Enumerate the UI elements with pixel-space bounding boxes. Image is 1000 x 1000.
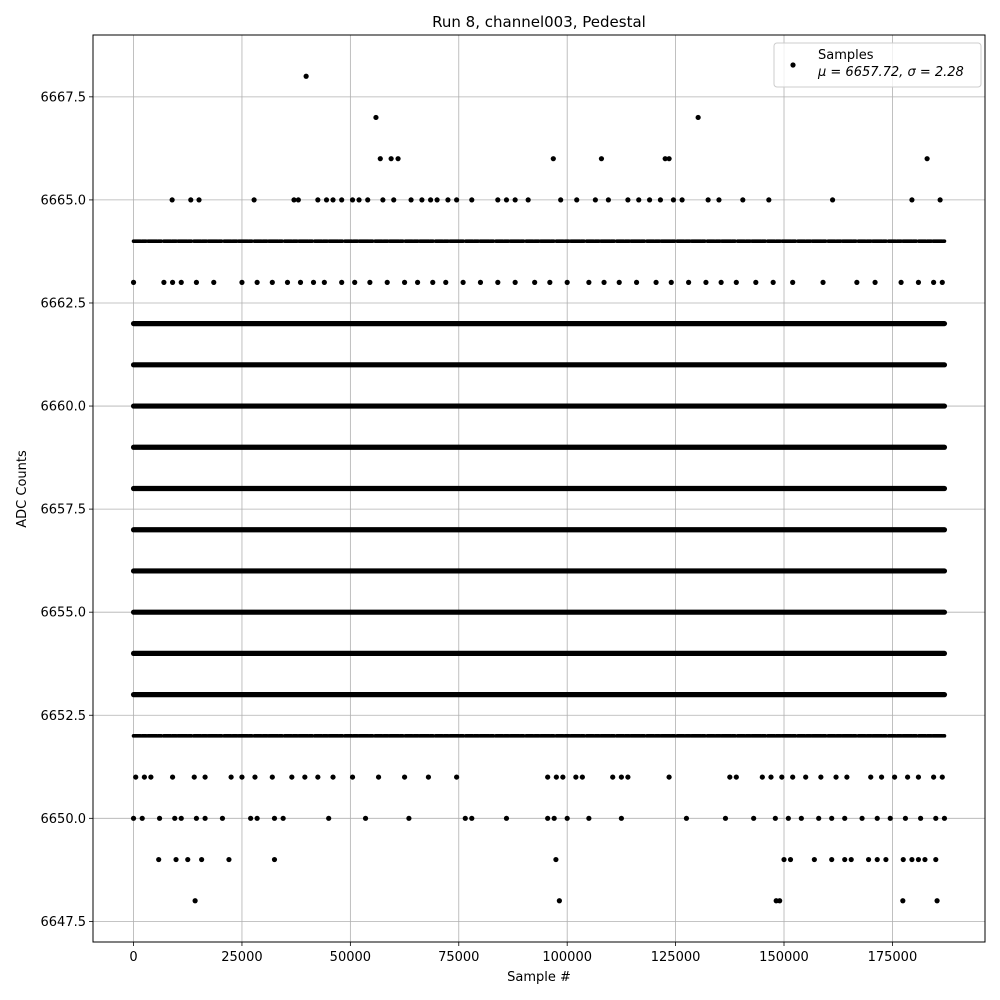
sample-point [940,774,945,779]
y-axis-label: ADC Counts [15,450,30,528]
sample-point [378,156,383,161]
sample-point [239,774,244,779]
sample-point [842,857,847,862]
y-tick-label: 6655.0 [40,605,86,621]
sample-point [324,197,329,202]
sample-point [239,280,244,285]
sample-point [696,115,701,120]
sample-point [854,280,859,285]
sample-point [727,774,732,779]
sample-point [156,857,161,862]
sample-point [365,197,370,202]
sample-point [903,816,908,821]
sample-point [248,816,253,821]
sample-point [545,774,550,779]
sample-point [849,857,854,862]
sample-point [363,816,368,821]
sample-point [173,857,178,862]
sample-point [773,816,778,821]
sample-point [229,774,234,779]
sample-point [684,816,689,821]
sample-point [686,280,691,285]
sample-point [879,774,884,779]
sample-point [315,774,320,779]
sample-point [933,816,938,821]
sample-point [311,280,316,285]
sample-point [350,774,355,779]
sample-point [888,816,893,821]
sample-point [170,280,175,285]
y-tick-label: 6665.0 [40,193,86,209]
sample-point [395,156,400,161]
sample-point [916,857,921,862]
sample-point [302,774,307,779]
sample-point [461,280,466,285]
sample-point [131,280,136,285]
sample-point [179,816,184,821]
sample-point [315,197,320,202]
sample-point [380,197,385,202]
sample-point [786,816,791,821]
x-tick-label: 100000 [542,950,593,965]
sample-point [619,774,624,779]
sample-point [580,774,585,779]
sample-point [281,816,286,821]
sample-point [751,816,756,821]
sample-point [553,857,558,862]
sample-point [777,898,782,903]
sample-point [202,774,207,779]
sample-point [298,280,303,285]
sample-point [934,898,939,903]
sample-point [619,816,624,821]
sample-point [385,280,390,285]
x-tick-label: 75000 [438,950,480,965]
sample-point [900,898,905,903]
sample-point [326,816,331,821]
sample-point [199,857,204,862]
sample-point [193,898,198,903]
sample-point [916,280,921,285]
sample-point [192,774,197,779]
sample-point [272,857,277,862]
sample-point [140,816,145,821]
sample-point [558,197,563,202]
sample-point [402,280,407,285]
sample-point [859,816,864,821]
x-tick-label: 50000 [329,950,372,965]
x-tick-label: 150000 [759,950,809,965]
sample-point [703,280,708,285]
sample-point [625,197,630,202]
sample-point [161,280,166,285]
sample-point [157,816,162,821]
sample-point [812,857,817,862]
sample-point [666,156,671,161]
sample-point [434,197,439,202]
sample-point [552,816,557,821]
sample-point [495,197,500,202]
sample-point [933,857,938,862]
sample-point [799,816,804,821]
sample-point [296,197,301,202]
y-tick-label: 6657.5 [40,502,86,518]
sample-point [844,774,849,779]
sample-point [829,816,834,821]
y-tick-label: 6667.5 [40,90,86,106]
sample-point [330,197,335,202]
y-tick-label: 6647.5 [40,914,86,930]
sample-point [504,816,509,821]
sample-point [406,816,411,821]
sample-point [443,280,448,285]
sample-point [771,280,776,285]
sample-point [554,774,559,779]
sample-point [816,816,821,821]
sample-point [547,280,552,285]
sample-point [716,197,721,202]
sample-point [734,280,739,285]
sample-point [892,774,897,779]
sample-point [803,774,808,779]
sample-point [339,197,344,202]
sample-point [565,816,570,821]
sample-point [818,774,823,779]
sample-point [408,197,413,202]
sample-point [389,156,394,161]
sample-point [671,197,676,202]
sample-point [131,816,136,821]
sample-point [634,280,639,285]
legend [774,43,981,87]
sample-point [252,774,257,779]
sample-point [593,197,598,202]
sample-point [636,197,641,202]
sample-point [251,197,256,202]
sample-point [560,774,565,779]
sample-point [866,857,871,862]
sample-point [352,280,357,285]
sample-point [601,280,606,285]
sample-point [373,115,378,120]
sample-point [289,774,294,779]
sample-point [909,197,914,202]
chart-title: Run 8, channel003, Pedestal [432,13,646,31]
sample-point [723,816,728,821]
sample-point [760,774,765,779]
sample-point [415,280,420,285]
sample-point [790,774,795,779]
sample-point [304,74,309,79]
y-tick-label: 6650.0 [40,811,86,827]
sample-point [545,816,550,821]
sample-point [367,280,372,285]
sample-point [419,197,424,202]
x-tick-label: 175000 [867,950,918,965]
sample-point [188,197,193,202]
sample-point [202,816,207,821]
sample-point [454,197,459,202]
sample-point [883,857,888,862]
sample-point [768,774,773,779]
legend-marker [790,62,795,67]
sample-point [830,197,835,202]
sample-point [842,816,847,821]
sample-point [211,280,216,285]
sample-point [872,280,877,285]
sample-point [285,280,290,285]
sample-point [719,280,724,285]
sample-point [820,280,825,285]
sample-point [148,774,153,779]
sample-point [790,280,795,285]
sample-point [766,197,771,202]
sample-point [270,774,275,779]
sample-point [445,197,450,202]
legend-series-name: Samples [818,48,874,63]
sample-point [647,197,652,202]
x-tick-label: 125000 [650,950,701,965]
sample-point [586,280,591,285]
sample-point [898,280,903,285]
y-tick-label: 6652.5 [40,708,86,724]
sample-point [551,156,556,161]
sample-point [179,280,184,285]
sample-point [931,774,936,779]
sample-point [875,857,880,862]
sample-point [909,857,914,862]
sample-point [430,280,435,285]
sample-point [172,816,177,821]
sample-point [495,280,500,285]
sample-point [586,816,591,821]
sample-point [322,280,327,285]
sample-point [557,898,562,903]
legend-stats-label: μ = 6657.72, σ = 2.28 [818,65,964,80]
sample-point [270,280,275,285]
sample-point [220,816,225,821]
sample-point [617,280,622,285]
sample-point [610,774,615,779]
sample-point [565,280,570,285]
x-axis-label: Sample # [507,970,571,985]
sample-point [463,816,468,821]
x-tick-label: 0 [129,950,138,965]
sample-point [513,197,518,202]
sample-point [931,280,936,285]
sample-point [669,280,674,285]
sample-point [255,280,260,285]
sample-point [658,197,663,202]
sample-point [829,857,834,862]
sample-point [170,774,175,779]
sample-point [194,280,199,285]
sample-point [194,816,199,821]
sample-point [133,774,138,779]
sample-point [940,280,945,285]
sample-point [901,857,906,862]
sample-point [185,857,190,862]
sample-point [170,197,175,202]
sample-point [376,774,381,779]
sample-point [606,197,611,202]
sample-point [653,280,658,285]
sample-point [875,816,880,821]
sample-point [938,197,943,202]
sample-point [428,197,433,202]
sample-point [574,197,579,202]
sample-point [350,197,355,202]
sample-point [402,774,407,779]
sample-point [918,816,923,821]
sample-point [469,197,474,202]
sample-point [272,816,277,821]
sample-point [339,280,344,285]
sample-point [526,197,531,202]
sample-point [142,774,147,779]
sample-point [469,816,474,821]
sample-point [740,197,745,202]
sample-point [255,816,260,821]
sample-point [513,280,518,285]
sample-point [788,857,793,862]
sample-point [426,774,431,779]
sample-point [925,156,930,161]
sample-point [454,774,459,779]
sample-point [666,774,671,779]
sample-point [734,774,739,779]
sample-point [779,774,784,779]
sample-point [625,774,630,779]
sample-point [781,857,786,862]
sample-point [868,774,873,779]
sample-point [573,774,578,779]
sample-point [753,280,758,285]
sample-point [922,857,927,862]
sample-point [680,197,685,202]
x-tick-label: 25000 [221,950,263,965]
sample-point [532,280,537,285]
sample-point [226,857,231,862]
sample-point [599,156,604,161]
sample-point [330,774,335,779]
sample-point [504,197,509,202]
sample-point [905,774,910,779]
sample-point [833,774,838,779]
sample-point [916,774,921,779]
sample-point [478,280,483,285]
y-tick-label: 6662.5 [40,296,86,312]
sample-point [391,197,396,202]
sample-point [706,197,711,202]
sample-point [942,816,947,821]
sample-point [356,197,361,202]
y-tick-label: 6660.0 [40,399,86,415]
sample-point [196,197,201,202]
